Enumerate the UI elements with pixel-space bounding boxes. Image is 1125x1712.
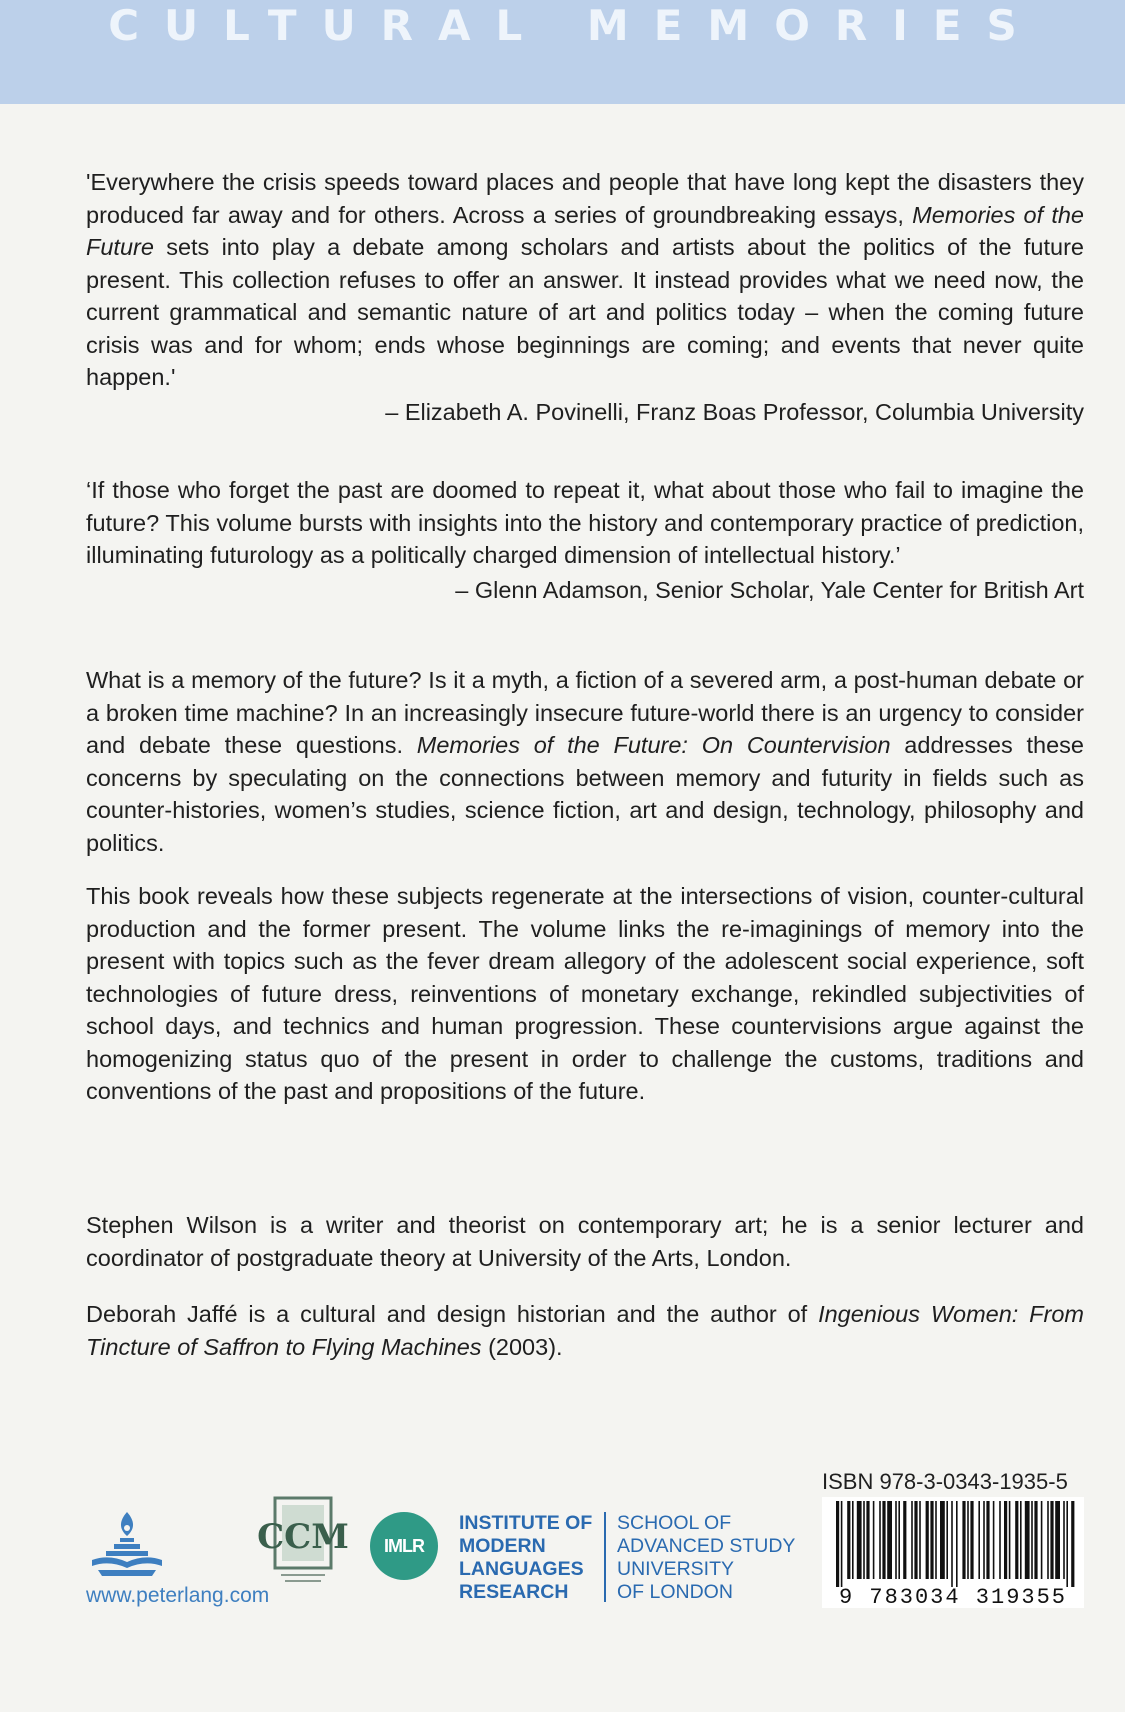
- description-text-part: What is a memory of the future? Is it a myth, a fiction of a severed arm, a post-human debate or a broken time machine? In an increasingly insecure future-world there is an urgency to consider and debate these questions.: [86, 667, 1084, 758]
- description-text: [86, 664, 1084, 859]
- series-band: [0, 0, 1125, 104]
- imlr-logo-icon: IMLR: [370, 1512, 438, 1580]
- description-text-part: addresses these concerns by speculating on the connections between memory and futurity in fields such as counter-histories, women’s studies, science fiction, art and design, technology, philosophy and politics.: [86, 732, 1084, 856]
- sas-name-line: OF LONDON: [617, 1581, 733, 1603]
- bio-text-part: Deborah Jaffé is a cultural and design historian and the author of: [86, 1301, 819, 1327]
- publisher-url[interactable]: www.peterlang.com: [86, 1584, 270, 1607]
- logo-divider: [604, 1512, 606, 1602]
- sas-name-line: ADVANCED STUDY: [617, 1535, 796, 1557]
- sas-name: [617, 1512, 795, 1604]
- imlr-name: [459, 1512, 592, 1604]
- imlr-name-line: INSTITUTE OF: [459, 1512, 593, 1534]
- book-title: Memories of the Future: On Countervision: [416, 732, 891, 758]
- book-title: Ingenious Women: From Tincture of Saffron to Flying Machines: [86, 1301, 1084, 1360]
- endorsement-text: [86, 166, 1084, 394]
- peter-lang-logo-icon: [84, 1510, 170, 1580]
- description-text: This book reveals how these subjects regenerate at the intersections of vision, counter-cultural production and the former present. The volume links the re-imaginings of memory into the present with topics such as the fever dream allegory of the adolescent social experience, soft technologies of future dress, reinventions of monetary exchange, rekindled subjectivities of school days, and technics and human progression. These countervisions argue against the homogenizing status quo of the present in order to challenge the customs, traditions and conventions of the past and propositions of the future.: [86, 883, 1084, 1104]
- editor-bio-jaffe: [86, 1298, 1084, 1363]
- endorsement-attribution: – Elizabeth A. Povinelli, Franz Boas Professor, Columbia University: [385, 398, 1084, 425]
- isbn-label: ISBN 978-3-0343-1935-5: [822, 1469, 1068, 1494]
- editor-bio-wilson: [86, 1209, 1084, 1274]
- imlr-name-line: MODERN: [459, 1535, 546, 1557]
- ccm-logo-icon: [257, 1496, 349, 1588]
- sas-name-line: UNIVERSITY: [617, 1558, 735, 1580]
- bio-text: [86, 1298, 1084, 1363]
- sas-name-line: SCHOOL OF: [617, 1512, 732, 1534]
- endorsement-adamson: [86, 474, 1084, 606]
- endorsement-text-part: sets into play a debate among scholars and artists about the politics of the future present. This collection refuses to offer an answer. It instead provides what we need now, the current grammatical and semantic nature of art and politics today – when the coming future crisis was and for whom; ends whose beginnings are coming; and events that never quite happen.': [86, 234, 1084, 390]
- endorsement-text-part: 'Everywhere the crisis speeds toward places and people that have long kept the disasters they produced far away and for others. Across a series of groundbreaking essays,: [86, 169, 1084, 228]
- endorsement-povinelli: [86, 166, 1084, 428]
- barcode-digits: 9 783034 319355: [838, 1585, 1068, 1610]
- barcode-icon: [822, 1497, 1084, 1608]
- series-title: CULTURAL MEMORIES: [108, 1, 1042, 50]
- endorsement-attribution: – Glenn Adamson, Senior Scholar, Yale Center for British Art: [455, 576, 1084, 603]
- description-paragraph-2: [86, 880, 1084, 1108]
- endorsement-text: ‘If those who forget the past are doomed to repeat it, what about those who fail to imagine the future? This volume bursts with insights into the history and contemporary practice of prediction, illuminating futurology as a politically charged dimension of intellectual history.’: [86, 477, 1084, 568]
- description-paragraph-1: [86, 664, 1084, 859]
- book-title: Memories of the Future: [86, 201, 1085, 260]
- ccm-logo-letters: CCM: [257, 1517, 349, 1557]
- bio-text: Stephen Wilson is a writer and theorist on contemporary art; he is a senior lecturer and coordinator of postgraduate theory at University of the Arts, London.: [86, 1212, 1084, 1271]
- bio-text-part: (2003).: [481, 1333, 563, 1360]
- imlr-name-line: LANGUAGES: [459, 1558, 584, 1580]
- imlr-name-line: RESEARCH: [459, 1581, 569, 1603]
